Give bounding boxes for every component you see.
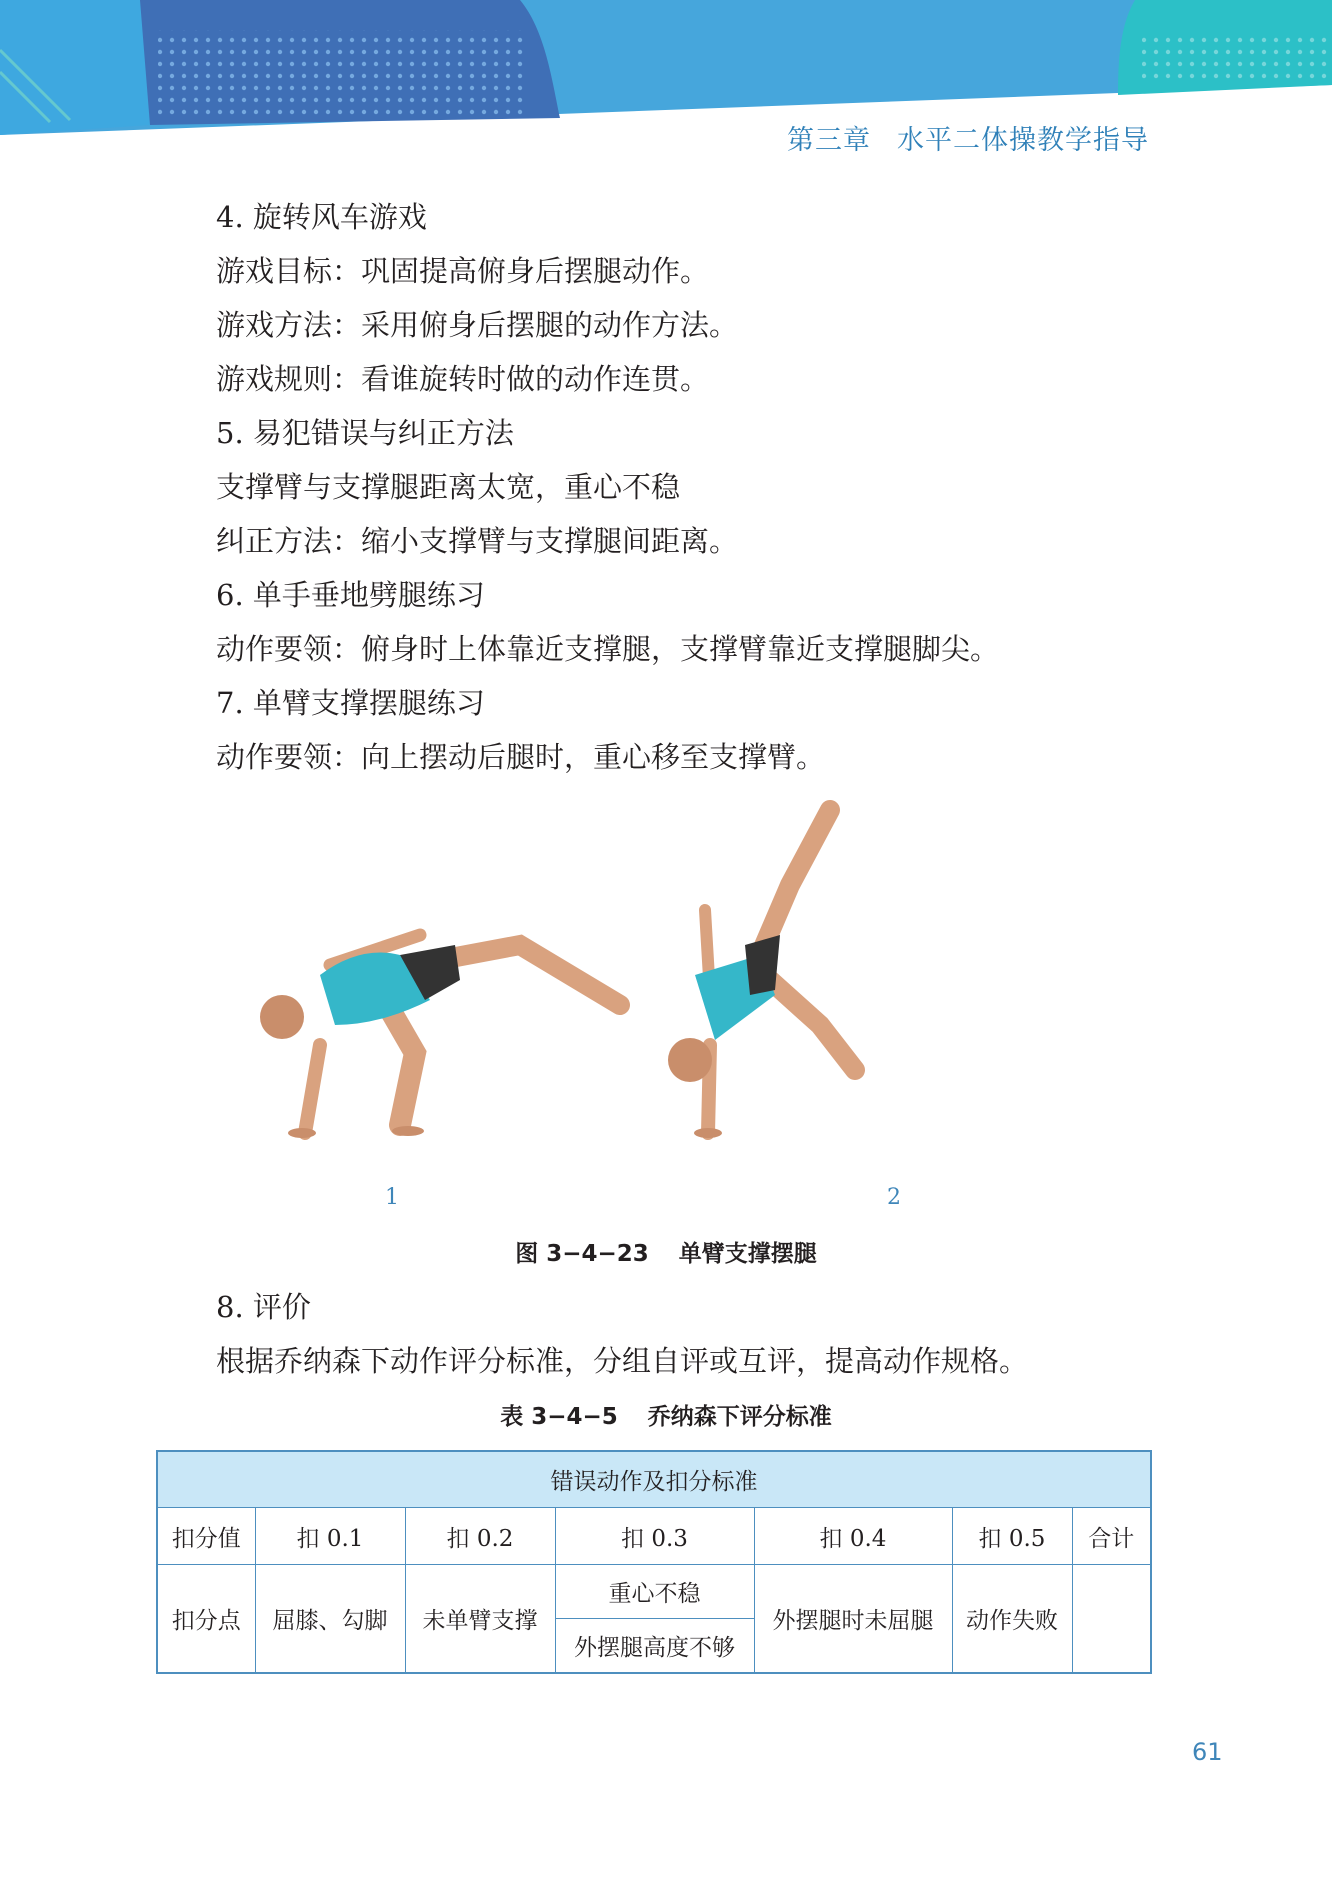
- figure-label-2: 2: [887, 1185, 901, 1210]
- table-cell: 外摆腿高度不够: [555, 1619, 754, 1674]
- section-evaluation: [216, 1280, 1028, 1388]
- paragraph: 游戏规则：看谁旋转时做的动作连贯。: [216, 362, 710, 396]
- table-row: [157, 1451, 1151, 1508]
- table-cell: 扣 0.4: [754, 1508, 952, 1565]
- heading-evaluation: 8. 评价: [216, 1290, 311, 1324]
- gymnast-photo-2: [668, 810, 855, 1138]
- figure-caption-title: 单臂支撑摆腿: [678, 1241, 817, 1267]
- table-cell: 未单臂支撑: [405, 1565, 555, 1674]
- table-row: [157, 1565, 1151, 1619]
- table-row: [157, 1508, 1151, 1565]
- page-number: 61: [1192, 1738, 1223, 1766]
- paragraph: 动作要领：俯身时上体靠近支撑腿，支撑臂靠近支撑腿脚尖。: [216, 632, 1000, 666]
- table-cell: 重心不稳: [555, 1565, 754, 1619]
- table-cell: 扣 0.1: [255, 1508, 405, 1565]
- chapter-title: 水平二体操教学指导: [897, 125, 1149, 156]
- table-cell: 扣 0.3: [555, 1508, 754, 1565]
- paragraph: 游戏方法：采用俯身后摆腿的动作方法。: [216, 308, 739, 342]
- row-label-values: 扣分值: [157, 1508, 255, 1565]
- chapter-header: [787, 118, 1149, 157]
- heading-swing-practice: 7. 单臂支撑摆腿练习: [216, 686, 485, 720]
- chapter-number: 第三章: [787, 125, 871, 156]
- table-header: 错误动作及扣分标准: [157, 1451, 1151, 1508]
- table-caption-number: 表 3−4−5: [500, 1404, 618, 1430]
- heading-rotating-windmill-game: 4. 旋转风车游戏: [216, 200, 427, 234]
- table-cell: 屈膝、勾脚: [255, 1565, 405, 1674]
- paragraph: 支撑臂与支撑腿距离太宽，重心不稳: [216, 470, 681, 504]
- table-cell: 外摆腿时未屈腿: [754, 1565, 952, 1674]
- paragraph: 纠正方法：缩小支撑臂与支撑腿间距离。: [216, 524, 739, 558]
- table-cell-total-header: 合计: [1072, 1508, 1151, 1565]
- table-caption-title: 乔纳森下评分标准: [647, 1404, 832, 1430]
- figure-label-1: 1: [385, 1185, 399, 1210]
- table-caption: [0, 1398, 1332, 1431]
- row-label-points: 扣分点: [157, 1565, 255, 1674]
- heading-split-practice: 6. 单手垂地劈腿练习: [216, 578, 485, 612]
- table-cell: 扣 0.2: [405, 1508, 555, 1565]
- table-cell: 扣 0.5: [952, 1508, 1072, 1565]
- paragraph: 游戏目标：巩固提高俯身后摆腿动作。: [216, 254, 710, 288]
- header-banner: [0, 0, 1332, 135]
- gymnast-photo-1: [260, 935, 620, 1138]
- figure-caption-number: 图 3−4−23: [515, 1241, 649, 1267]
- heading-common-errors: 5. 易犯错误与纠正方法: [216, 416, 514, 450]
- scoring-table: [156, 1450, 1152, 1674]
- body-text: [216, 190, 1116, 784]
- table-cell-total: [1072, 1565, 1151, 1674]
- figure-photos: [250, 795, 1070, 1145]
- table-cell: 动作失败: [952, 1565, 1072, 1674]
- paragraph: 动作要领：向上摆动后腿时，重心移至支撑臂。: [216, 740, 826, 774]
- figure-caption: [0, 1235, 1332, 1268]
- paragraph: 根据乔纳森下动作评分标准，分组自评或互评，提高动作规格。: [216, 1344, 1029, 1378]
